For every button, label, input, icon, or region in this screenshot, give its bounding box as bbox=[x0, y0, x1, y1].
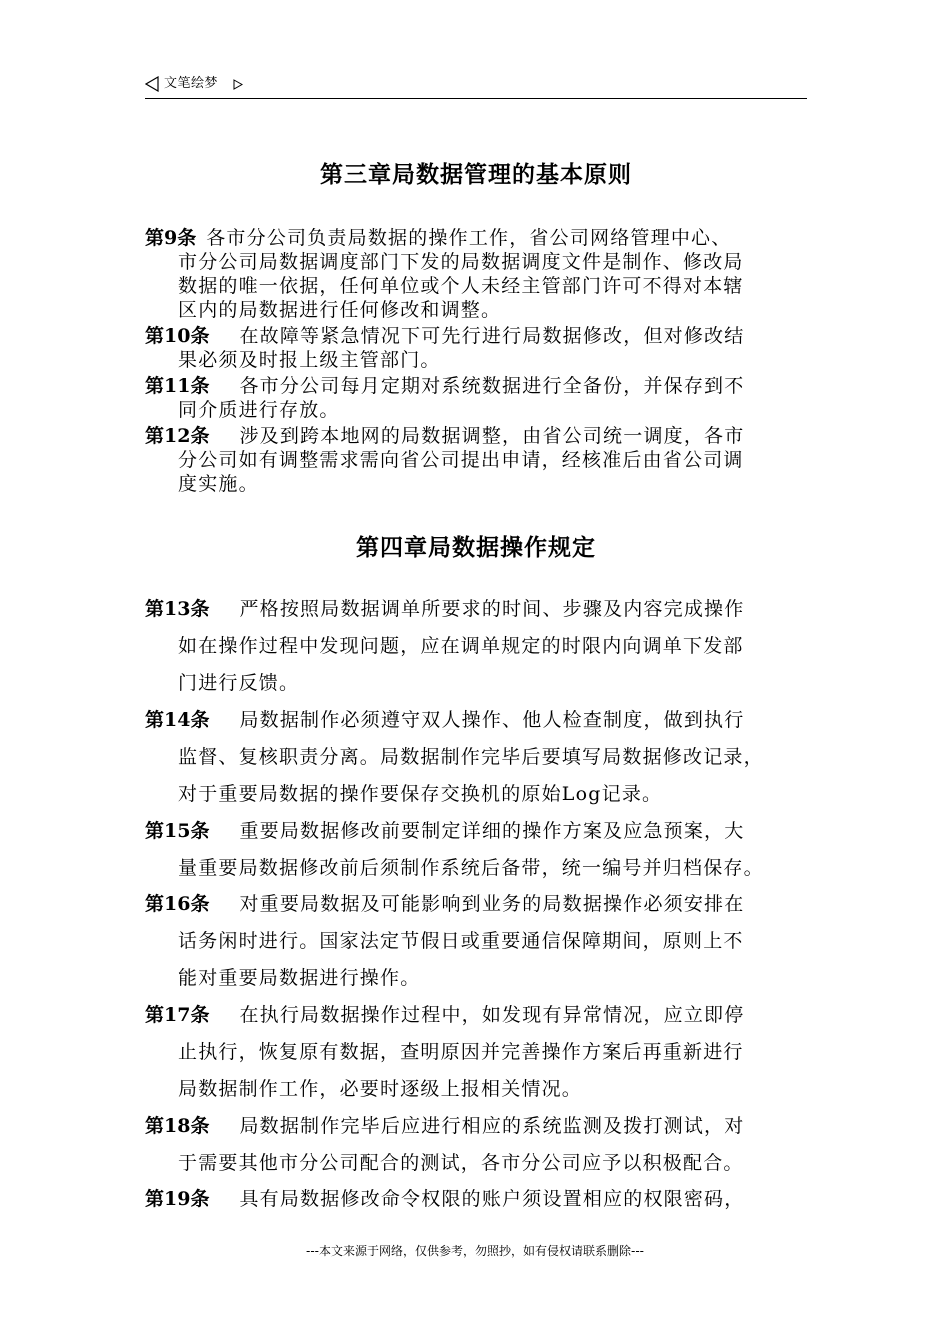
article-text: 能对重要局数据进行操作。 bbox=[178, 967, 421, 989]
article-text: 在故障等紧急情况下可先行进行局数据修改，但对修改结 bbox=[239, 325, 745, 347]
article-number: 第12条 bbox=[145, 425, 210, 447]
article-number: 第10条 bbox=[145, 325, 210, 347]
article-number: 第18条 bbox=[145, 1115, 210, 1137]
article-number: 第11条 bbox=[145, 375, 210, 397]
article-line bbox=[178, 348, 441, 372]
article-number: 第19条 bbox=[145, 1188, 210, 1210]
page-footer: ---本文来源于网络，仅供参考，勿照抄，如有侵权请联系删除--- bbox=[306, 1244, 644, 1258]
article-number: 第15条 bbox=[145, 820, 210, 842]
article-text: 局数据制作必须遵守双人操作、他人检查制度，做到执行 bbox=[239, 709, 745, 731]
article-text: 区内的局数据进行任何修改和调整。 bbox=[178, 299, 502, 321]
article-number: 第9条 bbox=[145, 227, 197, 249]
article-line bbox=[178, 448, 744, 472]
article-text: 重要局数据修改前要制定详细的操作方案及应急预案，大 bbox=[239, 820, 745, 842]
article-number: 第13条 bbox=[145, 598, 210, 620]
article-text: 对于重要局数据的操作要保存交换机的原始Log记录。 bbox=[178, 783, 663, 805]
article-line bbox=[178, 745, 764, 769]
article-line bbox=[178, 929, 744, 953]
article-line bbox=[178, 671, 299, 695]
article-text: 如在操作过程中发现问题，应在调单规定的时限内向调单下发部 bbox=[178, 635, 744, 657]
article-text: 在执行局数据操作过程中，如发现有异常情况，应立即停 bbox=[239, 1004, 745, 1026]
article-line bbox=[178, 856, 764, 880]
article-number: 第17条 bbox=[145, 1004, 210, 1026]
article-line bbox=[145, 1114, 744, 1138]
article-number: 第14条 bbox=[145, 709, 210, 731]
article-text: 各市分公司每月定期对系统数据进行全备份，并保存到不 bbox=[239, 375, 745, 397]
article-line bbox=[178, 250, 744, 274]
article-line bbox=[178, 1040, 744, 1064]
chapter-title-4: 第四章局数据操作规定 bbox=[356, 535, 596, 561]
article-text: 局数据制作工作，必要时逐级上报相关情况。 bbox=[178, 1078, 583, 1100]
article-text: 门进行反馈。 bbox=[178, 672, 300, 694]
left-triangle-icon bbox=[145, 76, 159, 92]
right-triangle-icon bbox=[233, 79, 243, 90]
page-header bbox=[145, 74, 807, 99]
article-line bbox=[178, 966, 420, 990]
article-text: 同介质进行存放。 bbox=[178, 399, 340, 421]
article-line bbox=[178, 782, 662, 806]
article-text: 对重要局数据及可能影响到业务的局数据操作必须安排在 bbox=[239, 893, 745, 915]
article-text: 涉及到跨本地网的局数据调整，由省公司统一调度，各市 bbox=[239, 425, 745, 447]
article-text: 分公司如有调整需求需向省公司提出申请，经核准后由省公司调 bbox=[178, 449, 744, 471]
article-text: 数据的唯一依据，任何单位或个人未经主管部门许可不得对本辖 bbox=[178, 275, 744, 297]
chapter-title-3: 第三章局数据管理的基本原则 bbox=[320, 162, 632, 188]
article-line bbox=[178, 1151, 744, 1175]
header-brand: 文笔绘梦 bbox=[164, 76, 219, 91]
article-text: 监督、复核职责分离。局数据制作完毕后要填写局数据修改记录， bbox=[178, 746, 764, 768]
article-line bbox=[178, 398, 340, 422]
article-line bbox=[145, 226, 731, 250]
article-text: 市分公司局数据调度部门下发的局数据调度文件是制作、修改局 bbox=[178, 251, 744, 273]
article-line bbox=[178, 634, 744, 658]
article-number: 第16条 bbox=[145, 893, 210, 915]
article-text: 果必须及时报上级主管部门。 bbox=[178, 349, 441, 371]
article-line bbox=[145, 892, 744, 916]
article-line bbox=[145, 597, 744, 621]
article-line bbox=[145, 708, 744, 732]
article-line bbox=[145, 324, 744, 348]
article-line bbox=[145, 1003, 744, 1027]
article-line bbox=[145, 819, 744, 843]
article-text: 量重要局数据修改前后须制作系统后备带，统一编号并归档保存。 bbox=[178, 857, 764, 879]
article-text: 具有局数据修改命令权限的账户须设置相应的权限密码， bbox=[239, 1188, 745, 1210]
article-text: 度实施。 bbox=[178, 473, 259, 495]
article-text: 各市分公司负责局数据的操作工作，省公司网络管理中心、 bbox=[206, 227, 732, 249]
article-line bbox=[178, 472, 259, 496]
article-line bbox=[145, 424, 744, 448]
article-line bbox=[145, 374, 744, 398]
article-line bbox=[178, 298, 501, 322]
article-text: 于需要其他市分公司配合的测试，各市分公司应予以积极配合。 bbox=[178, 1152, 744, 1174]
article-text: 局数据制作完毕后应进行相应的系统监测及拨打测试，对 bbox=[239, 1115, 745, 1137]
article-line bbox=[178, 274, 744, 298]
article-text: 话务闲时进行。国家法定节假日或重要通信保障期间，原则上不 bbox=[178, 930, 744, 952]
article-line bbox=[178, 1077, 582, 1101]
article-text: 严格按照局数据调单所要求的时间、步骤及内容完成操作 bbox=[239, 598, 745, 620]
article-line bbox=[145, 1187, 744, 1211]
article-text: 止执行，恢复原有数据，查明原因并完善操作方案后再重新进行 bbox=[178, 1041, 744, 1063]
